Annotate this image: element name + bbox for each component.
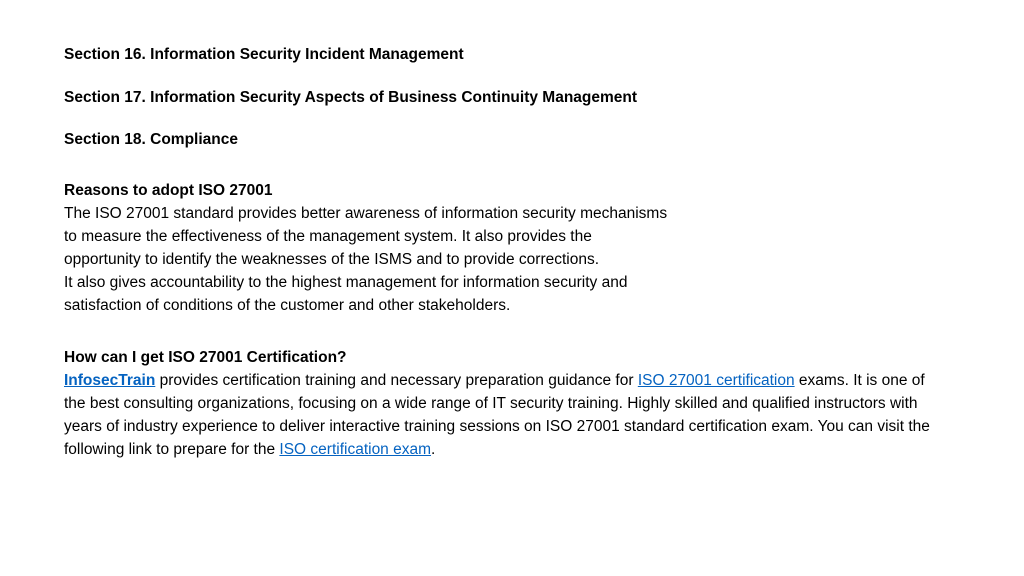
iso-certification-exam-link[interactable]: ISO certification exam	[279, 441, 432, 458]
section-18-heading: Section 18. Compliance	[64, 131, 238, 148]
reasons-line-2: to measure the effectiveness of the management system. It also provides the	[64, 228, 592, 245]
section-17-heading: Section 17. Information Security Aspects of Business Continuity Management	[64, 89, 638, 106]
infosectrain-link[interactable]: InfosecTrain	[64, 372, 156, 389]
reasons-line-3: opportunity to identify the weaknesses of the ISMS and to provide corrections.	[64, 251, 600, 268]
reasons-title: Reasons to adopt ISO 27001	[64, 182, 273, 199]
reasons-block	[64, 179, 764, 317]
how-to-text-3: .	[431, 441, 436, 458]
how-to-paragraph	[64, 369, 934, 461]
reasons-line-4: It also gives accountability to the highest management for information security and	[64, 274, 628, 291]
how-to-title: How can I get ISO 27001 Certification?	[64, 349, 347, 366]
how-to-block	[64, 346, 934, 461]
how-to-text-1: provides certification training and necessary preparation guidance for	[155, 372, 638, 389]
iso-27001-certification-link[interactable]: ISO 27001 certification	[637, 372, 795, 389]
reasons-line-1: The ISO 27001 standard provides better awareness of information security mechanisms	[64, 205, 668, 222]
section-16-heading: Section 16. Information Security Incident Management	[64, 46, 464, 63]
reasons-line-5: satisfaction of conditions of the customer and other stakeholders.	[64, 297, 511, 314]
how-to-text-2: exams. It is one of the best consulting organizations, focusing on a wide range of IT security training. Highly skilled and qualified instructors with years of industry experience to deliver interactive training sessions on ISO 27001 standard certification exam. You can visit the following link to prepare for the	[64, 372, 930, 458]
